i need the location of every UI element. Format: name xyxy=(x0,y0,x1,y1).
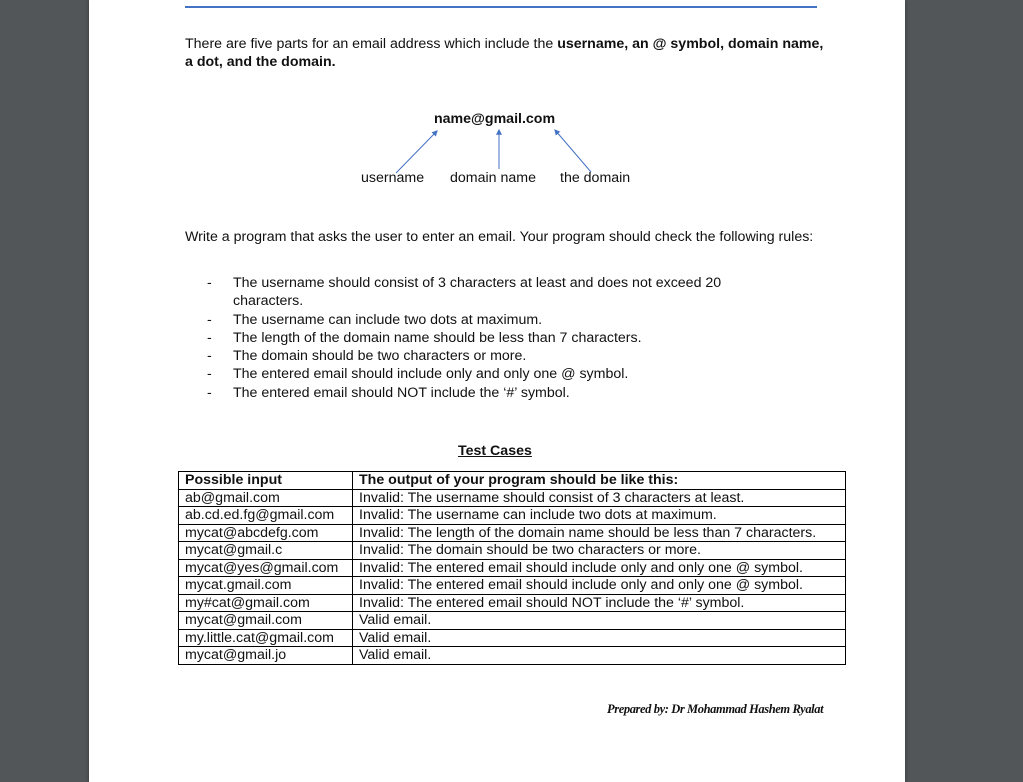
rule-item xyxy=(207,311,767,329)
output-cell: Invalid: The username should consist of 3 characters at least. xyxy=(353,489,846,507)
table-header-row xyxy=(179,472,846,490)
input-cell: mycat@gmail.c xyxy=(179,542,353,560)
output-cell: Invalid: The entered email should include only and only one @ symbol. xyxy=(353,559,846,577)
label-username: username xyxy=(361,170,425,186)
bullet-dash: - xyxy=(207,366,212,383)
input-cell: my.little.cat@gmail.com xyxy=(179,629,353,647)
rule-text: The entered email should include only and only one @ symbol. xyxy=(233,366,629,383)
label-the-domain: the domain xyxy=(560,170,631,186)
intro-bold-text: username, an @ symbol, domain name, a dot, and the domain. xyxy=(185,36,824,70)
rule-text: The username can include two dots at maximum. xyxy=(233,311,543,328)
bullet-dash: - xyxy=(207,348,212,365)
rule-text: The length of the domain name should be less than 7 characters. xyxy=(233,329,642,346)
input-cell: mycat@gmail.jo xyxy=(179,647,353,665)
bullet-dash: - xyxy=(207,329,212,346)
arrow-username xyxy=(396,131,437,173)
table-row xyxy=(179,594,846,612)
bullet-dash: - xyxy=(207,384,212,401)
table-row xyxy=(179,524,846,542)
rule-text: The domain should be two characters or more. xyxy=(233,348,527,365)
column-header-input: Possible input xyxy=(179,472,353,490)
table-row xyxy=(179,507,846,525)
intro-text: There are five parts for an email address which include the xyxy=(185,36,558,52)
output-cell: Valid email. xyxy=(353,629,846,647)
table-row xyxy=(179,629,846,647)
rule-item xyxy=(207,384,767,402)
table-row xyxy=(179,559,846,577)
input-cell: ab@gmail.com xyxy=(179,489,353,507)
label-domain-name: domain name xyxy=(450,170,536,186)
input-cell: mycat@gmail.com xyxy=(179,612,353,630)
rule-item xyxy=(207,365,767,383)
output-cell: Invalid: The entered email should include only and only one @ symbol. xyxy=(353,577,846,595)
test-cases-table xyxy=(178,471,846,665)
table-row xyxy=(179,542,846,560)
rules-list xyxy=(207,274,767,402)
output-cell: Valid email. xyxy=(353,612,846,630)
output-cell: Invalid: The username can include two dots at maximum. xyxy=(353,507,846,525)
prepared-by-signature: Prepared by: Dr Mohammad Hashem Ryalat xyxy=(607,702,824,716)
column-header-output: The output of your program should be like this: xyxy=(353,472,846,490)
input-cell: ab.cd.ed.fg@gmail.com xyxy=(179,507,353,525)
output-cell: Valid email. xyxy=(353,647,846,665)
input-cell: mycat@yes@gmail.com xyxy=(179,559,353,577)
rule-text: The username should consist of 3 characters at least and does not exceed 20 characters. xyxy=(233,275,722,310)
input-cell: mycat.gmail.com xyxy=(179,577,353,595)
rule-item xyxy=(207,329,767,347)
output-cell: Invalid: The entered email should NOT include the ‘#’ symbol. xyxy=(353,594,846,612)
task-paragraph: Write a program that asks the user to enter an email. Your program should check the following rules: xyxy=(185,229,814,245)
input-cell: mycat@abcdefg.com xyxy=(179,524,353,542)
rule-item xyxy=(207,274,767,311)
table-row xyxy=(179,647,846,665)
document-page xyxy=(89,0,905,782)
output-cell: Invalid: The length of the domain name should be less than 7 characters. xyxy=(353,524,846,542)
arrow-the-domain xyxy=(555,130,591,172)
output-cell: Invalid: The domain should be two characters or more. xyxy=(353,542,846,560)
input-cell: my#cat@gmail.com xyxy=(179,594,353,612)
email-parts-diagram xyxy=(89,0,905,200)
bullet-dash: - xyxy=(207,311,212,328)
test-cases-heading: Test Cases xyxy=(458,443,532,459)
rule-item xyxy=(207,347,767,365)
table-row xyxy=(179,489,846,507)
table-row xyxy=(179,577,846,595)
rule-text: The entered email should NOT include the ‘#’ symbol. xyxy=(233,384,570,401)
table-row xyxy=(179,612,846,630)
diagram-email-example: name@gmail.com xyxy=(434,111,556,127)
bullet-dash: - xyxy=(207,275,212,291)
